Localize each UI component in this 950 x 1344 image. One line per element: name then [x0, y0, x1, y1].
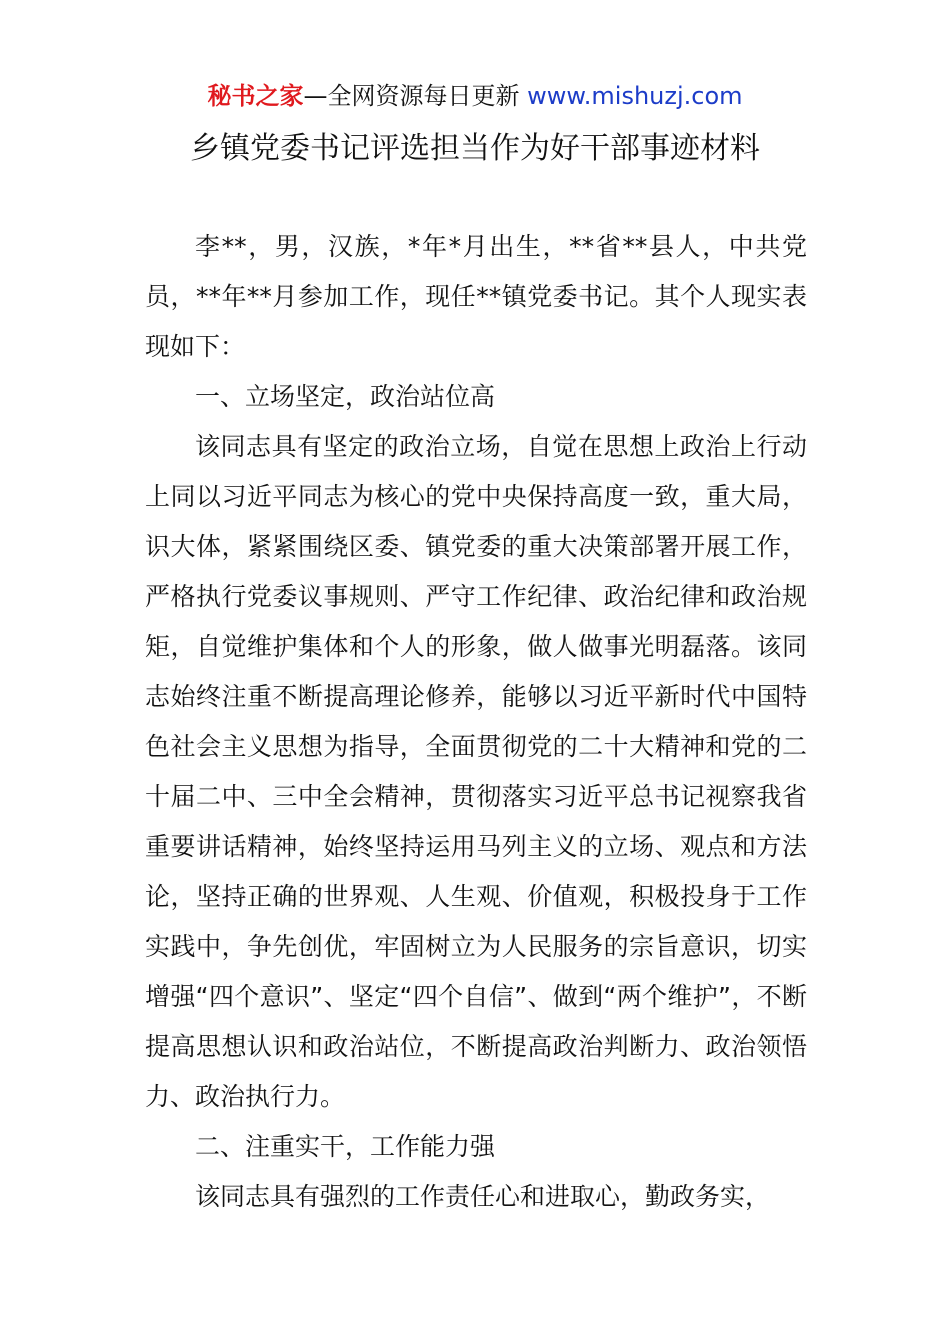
section-paragraph-2: 该同志具有强烈的工作责任心和进取心，勤政务实，	[195, 1182, 771, 1211]
document-body	[145, 222, 807, 1222]
intro-paragraph: 李**，男，汉族，*年*月出生，**省**县人，中共党员，**年**月参加工作，现任**镇党委书记。其个人现实表现如下：	[145, 232, 807, 361]
watermark-header	[0, 80, 950, 112]
header-tagline: —全网资源每日更新	[303, 82, 520, 110]
document-title: 乡镇党委书记评选担当作为好干部事迹材料	[190, 131, 760, 166]
section-heading-2: 二、注重实干，工作能力强	[195, 1132, 496, 1161]
section-paragraph-1: 该同志具有坚定的政治立场，自觉在思想上政治上行动上同以习近平同志为核心的党中央保持高度一致，重大局，识大体，紧紧围绕区委、镇党委的重大决策部署开展工作，严格执行党委议事规则、严守工作纪律、政治纪律和政治规矩，自觉维护集体和个人的形象，做人做事光明磊落。该同志始终注重不断提高理论修养，能够以习近平新时代中国特色社会主义思想为指导，全面贯彻党的二十大精神和党的二十届二中、三中全会精神，贯彻落实习近平总书记视察我省重要讲话精神，始终坚持运用马列主义的立场、观点和方法论，坚持正确的世界观、人生观、价值观，积极投身于工作实践中，争先创优，牢固树立为人民服务的宗旨意识，切实增强“四个意识”、坚定“四个自信”、做到“两个维护”，不断提高思想认识和政治站位，不断提高政治判断力、政治领悟力、政治执行力。	[145, 432, 807, 1111]
section-heading-1: 一、立场坚定，政治站位高	[195, 382, 496, 411]
site-url: www.mishuzj.com	[527, 82, 743, 110]
brand-name: 秘书之家	[207, 82, 304, 110]
